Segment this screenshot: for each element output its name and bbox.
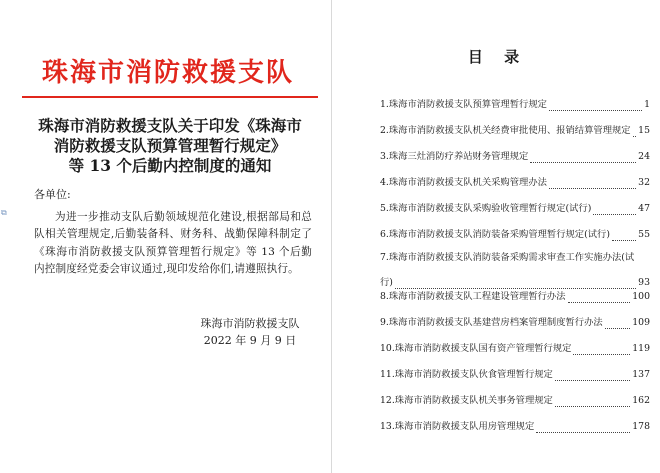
toc-item-label: 6.珠海市消防救援支队消防装备采购管理暂行规定(试行) bbox=[380, 229, 610, 240]
toc-item-label: 7.珠海市消防救援支队消防装备采购需求审查工作实施办法(试 bbox=[380, 252, 635, 263]
toc-item[interactable] bbox=[380, 241, 650, 288]
toc-item[interactable] bbox=[380, 381, 650, 407]
toc-leader-dots bbox=[530, 153, 636, 163]
toc-leader-dots bbox=[573, 345, 630, 355]
issue-date: 2022 年 9 月 9 日 bbox=[203, 334, 297, 347]
toc-item-label: 8.珠海市消防救援支队工程建设管理暂行办法 bbox=[380, 291, 566, 302]
toc-leader-dots bbox=[633, 127, 637, 137]
title-line-1: 珠海市消防救援支队关于印发《珠海市 bbox=[38, 116, 302, 135]
toc-item-page: 32 bbox=[638, 177, 650, 188]
signature: 珠海市消防救援支队 bbox=[200, 317, 300, 330]
page-divider bbox=[331, 0, 332, 473]
notice-body: 为进一步推动支队后勤领域规范化建设,根据部局和总队相关管理规定,后勤装备科、财务科、战勤保障科制定了《珠海市消防救援支队预算管理暂行规定》等 13 个后勤内控制度经党委会审议通过,现印发给你们,请遵照执行。 bbox=[34, 211, 312, 276]
toc-item[interactable] bbox=[380, 329, 650, 355]
toc-item[interactable] bbox=[380, 303, 650, 329]
toc-item-label: 3.珠海三灶消防疗养站财务管理规定 bbox=[380, 151, 529, 162]
toc-item-page: 100 bbox=[632, 291, 650, 302]
toc-leader-dots bbox=[536, 423, 630, 433]
toc-item[interactable] bbox=[380, 215, 650, 241]
red-rule-divider bbox=[22, 96, 318, 98]
toc-leader-dots bbox=[605, 319, 631, 329]
toc-item[interactable] bbox=[380, 85, 650, 111]
org-header: 珠海市消防救援支队 bbox=[41, 58, 294, 88]
toc-item[interactable] bbox=[380, 137, 650, 163]
toc-item-label: 11.珠海市消防救援支队伙食管理暂行规定 bbox=[380, 369, 553, 380]
toc-item-page: 119 bbox=[632, 343, 650, 354]
toc-item-label: 10.珠海市消防救援支队国有资产管理暂行规定 bbox=[380, 343, 572, 354]
toc-item-page: 93 bbox=[638, 277, 650, 288]
toc-item-page: 1 bbox=[644, 99, 650, 110]
toc-list bbox=[380, 85, 650, 433]
toc-item-page: 109 bbox=[632, 317, 650, 328]
salutation: 各单位: bbox=[34, 188, 71, 201]
toc-item-page: 137 bbox=[632, 369, 650, 380]
toc-item-page: 24 bbox=[638, 151, 650, 162]
toc-leader-dots bbox=[555, 371, 630, 381]
toc-leader-dots bbox=[568, 293, 631, 303]
toc-item[interactable] bbox=[380, 355, 650, 381]
toc-item-page: 55 bbox=[638, 229, 650, 240]
toc-item-label: 4.珠海市消防救援支队机关采购管理办法 bbox=[380, 177, 547, 188]
toc-leader-dots bbox=[593, 205, 636, 215]
title-line-2: 消防救援支队预算管理暂行规定》 bbox=[53, 136, 287, 155]
toc-item-page: 178 bbox=[632, 421, 650, 432]
toc-item-label: 2.珠海市消防救援支队机关经费审批使用、报销结算管理规定 bbox=[380, 125, 631, 136]
toc-item-label: 13.珠海市消防救援支队用房管理规定 bbox=[380, 421, 535, 432]
toc-item-page: 15 bbox=[638, 125, 650, 136]
toc-page bbox=[335, 0, 660, 473]
toc-item[interactable] bbox=[380, 189, 650, 215]
document-title bbox=[22, 116, 318, 176]
toc-item-page: 47 bbox=[638, 203, 650, 214]
toc-item-label: 12.珠海市消防救援支队机关事务管理规定 bbox=[380, 395, 553, 406]
toc-leader-dots bbox=[395, 279, 636, 289]
toc-item-label-cont: 行) bbox=[380, 277, 393, 288]
toc-leader-dots bbox=[549, 101, 642, 111]
toc-item[interactable] bbox=[380, 163, 650, 189]
page-marker-icon[interactable]: ⧉ bbox=[1, 208, 7, 217]
toc-item-label: 5.珠海市消防救援支队采购验收管理暂行规定(试行) bbox=[380, 203, 592, 214]
toc-item-label: 1.珠海市消防救援支队预算管理暂行规定 bbox=[380, 99, 547, 110]
toc-item-page: 162 bbox=[632, 395, 650, 406]
toc-leader-dots bbox=[549, 179, 636, 189]
toc-leader-dots bbox=[555, 397, 630, 407]
title-line-3: 等 13 个后勤内控制度的通知 bbox=[68, 156, 272, 175]
toc-item-label: 9.珠海市消防救援支队基建营房档案管理制度暂行办法 bbox=[380, 317, 603, 328]
toc-title: 目 录 bbox=[467, 48, 528, 66]
toc-leader-dots bbox=[612, 231, 636, 241]
toc-item[interactable] bbox=[380, 111, 650, 137]
toc-item[interactable] bbox=[380, 407, 650, 433]
